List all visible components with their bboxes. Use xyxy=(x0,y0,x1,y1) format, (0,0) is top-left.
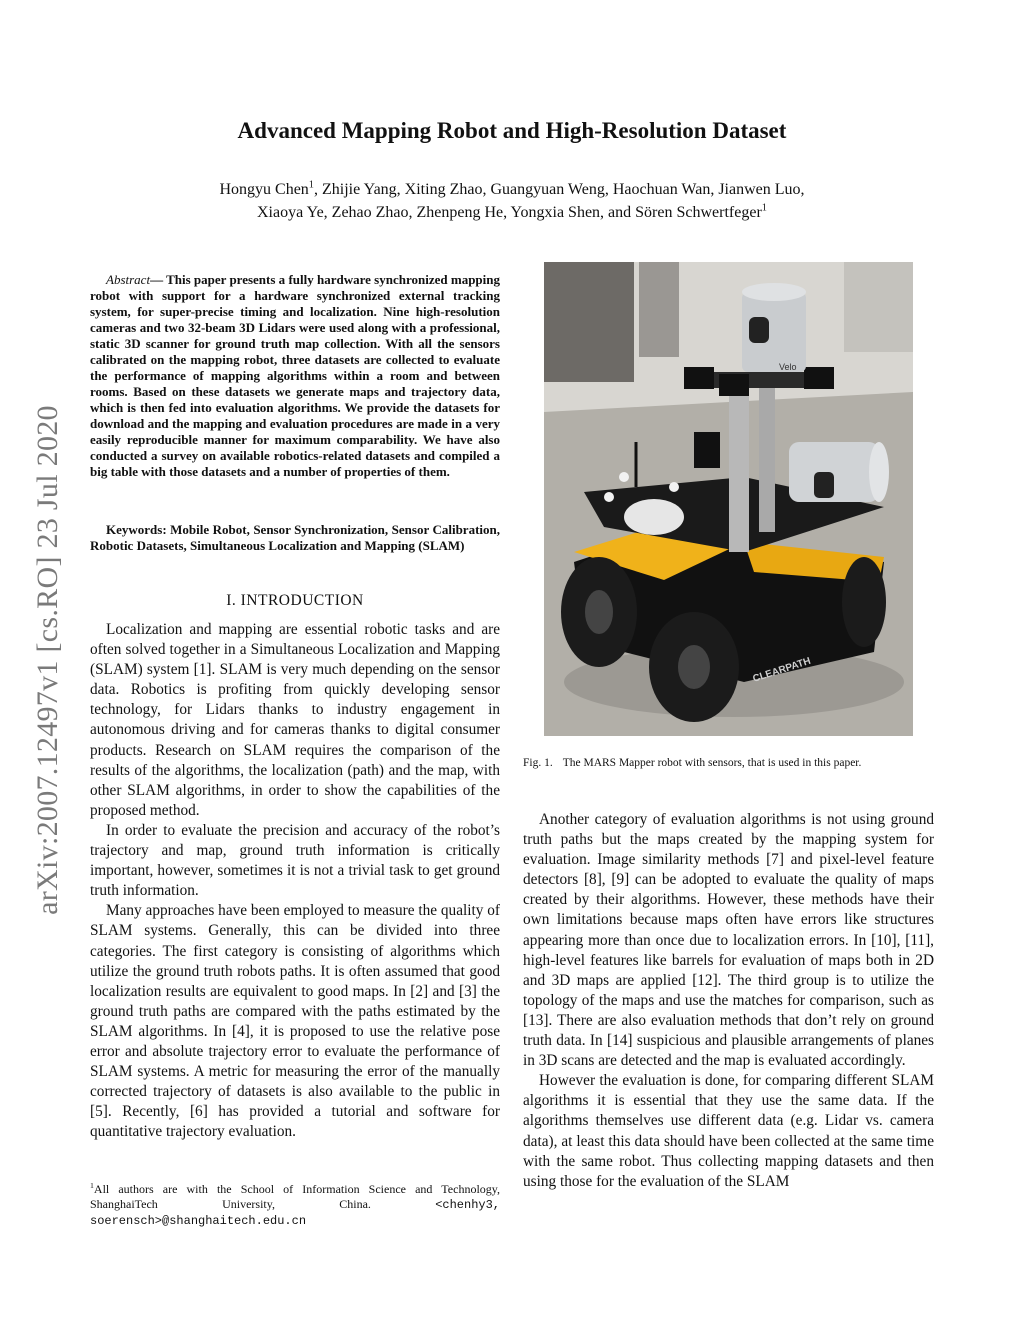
camera xyxy=(804,367,834,389)
author-line-1 xyxy=(130,178,894,201)
paragraph: Localization and mapping are essential robotic tasks and are often solved together in a Simultaneous Localization and Mapping (SLAM) system [1]. SLAM is very much depending on the sensor data. Robotics is profiting from quickly developing sensor technology, for Lidars thanks to industry engagement in autonomous driving and for cameras thanks to digital consumer products. Research on SLAM requires the comparison of the results of the algorithms, the localization (path) and the map, with other SLAM algorithms, in order to show the capabilities of the proposed method. xyxy=(90,621,500,819)
abstract xyxy=(90,272,500,480)
author-rest-2: Xiaoya Ye, Zehao Zhao, Zhenpeng He, Yongxia Shen, and Sören Schwertfeger xyxy=(257,204,762,221)
paper-title: Advanced Mapping Robot and High-Resolution Dataset xyxy=(237,118,787,143)
paragraph: Another category of evaluation algorithms is not using ground truth paths but the maps created by the mapping system for evaluation. Image similarity methods [7] and pixel-level feature detectors [8], [9] can be adopted to evaluate the quality of maps created by their algorithms. However, these methods have their own limitations because maps often have errors like structures appearing more than once due to localization errors. In [10], [11], high-level features like barrels for evaluation of maps both in 2D and 3D maps are applied [12]. The third group is to utilize the topology of the maps and use the matches for comparison, such as [13]. There are also evaluation methods that don’t rely on ground truth data. In [14] suspicious and plausible arrangements of planes in 3D scans are detected and the map is evaluated accordingly. xyxy=(523,811,934,1070)
lidar-label: Velo xyxy=(779,362,797,372)
paragraph: Many approaches have been employed to measure the quality of SLAM systems. Generally, this can be divided into three categories. The first category is consisting of algorithms which utilize the ground truth robots paths. It is often assumed that good localization results are equivalent to good maps. In [2] and [3] the ground truth paths are compared with the paths estimated by the SLAM algorithms. In [4], it is proposed to use the relative pose error and absolute trajectory error to evaluate the performance of SLAM systems. A metric for measuring the error of the manually corrected trajectory of datasets is also available to the public in [5]. Recently, [6] has provided a tutorial and software for quantitative trajectory evaluation. xyxy=(90,902,500,1141)
tracking-marker xyxy=(669,482,679,492)
camera xyxy=(684,367,714,389)
footnote-mark: 1 xyxy=(90,1181,94,1190)
affiliation-mark: 1 xyxy=(308,179,314,191)
footnote xyxy=(90,1182,500,1229)
robot-brand-label: CLEARPATH xyxy=(751,655,813,685)
background-furniture xyxy=(544,262,634,382)
wheel-hub xyxy=(678,645,710,689)
paragraph: In order to evaluate the precision and accuracy of the robot’s trajectory and map, ground truth information is critically important, however, sometimes it is not a trivial task to get ground truth information. xyxy=(90,821,500,900)
lidar-side-cap xyxy=(869,442,889,502)
lidar-top-cap xyxy=(742,283,806,301)
tracking-marker xyxy=(604,492,614,502)
figure-caption-text: The MARS Mapper robot with sensors, that is used in this paper. xyxy=(562,757,862,769)
paragraph: However the evaluation is done, for comparing different SLAM algorithms it is essential that they use the same data. If the algorithms themselves use different data (e.g. Lidar vs. camera data), at least this data should have been collected at the same time with the same robot. Thus collecting mapping datasets and then using those for the evaluation of the SLAM xyxy=(523,1072,934,1190)
author-list xyxy=(130,178,894,224)
robot-illustration xyxy=(544,262,913,736)
author-line-2 xyxy=(130,201,894,224)
keywords: Keywords: Mobile Robot, Sensor Synchronization, Sensor Calibration, Robotic Datasets, Simultaneous Localization and Mapping (SLAM) xyxy=(90,522,500,553)
lidar-window xyxy=(814,472,834,498)
lidar-window xyxy=(749,317,769,343)
left-column-body xyxy=(90,620,500,1142)
arxiv-identifier xyxy=(18,360,78,960)
background-table xyxy=(844,262,913,352)
figure-robot-photo xyxy=(544,262,913,736)
affiliation-mark: 1 xyxy=(761,202,767,214)
author-first: Hongyu Chen xyxy=(219,181,309,198)
figure-caption xyxy=(523,756,934,770)
author-rest: , Zhijie Yang, Xiting Zhao, Guangyuan Weng, Haochuan Wan, Jianwen Luo, xyxy=(314,181,805,198)
background-chair xyxy=(639,262,679,357)
section-heading-introduction: I. INTRODUCTION xyxy=(226,592,364,609)
footnote-email: <chenhy3, soerensch>@shanghaitech.edu.cn xyxy=(90,1198,500,1228)
aluminium-mast xyxy=(759,382,775,532)
wheel-hub xyxy=(585,590,613,634)
abstract-text: — This paper presents a fully hardware synchronized mapping robot with support for a hardware synchronized external tracking system, for super-precise timing and localization. Nine high-resolution cameras and two 32-beam 3D Lidars were used along with a professional, static 3D scanner for ground truth map collection. With all the sensors calibrated on the mapping robot, three datasets are collected to evaluate the performance of mapping algorithms within a room and between rooms. Based on these datasets we generate maps and trajectory data, which is then fed into evaluation algorithms. We provide the datasets for download and the mapping and evaluation procedures are made in a very easily reproducible manner for maximum comparability. We have also conducted a survey on available robotics-related datasets and compiled a big table with those datasets and a number of properties of them. xyxy=(90,272,500,479)
sensor-dome xyxy=(624,499,684,535)
abstract-label: Abstract xyxy=(106,272,151,287)
figure-label: Fig. 1. xyxy=(523,757,553,769)
camera xyxy=(719,374,749,396)
camera xyxy=(694,432,720,468)
arxiv-identifier-text: arXiv:2007.12497v1 [cs.RO] 23 Jul 2020 xyxy=(31,405,64,915)
right-column-body xyxy=(523,810,934,1192)
footnote-text: All authors are with the School of Information Science and Technology, ShanghaiTech University, China. xyxy=(90,1182,500,1211)
wheel-rear xyxy=(842,557,886,647)
aluminium-mast xyxy=(729,372,749,552)
tracking-marker xyxy=(619,472,629,482)
